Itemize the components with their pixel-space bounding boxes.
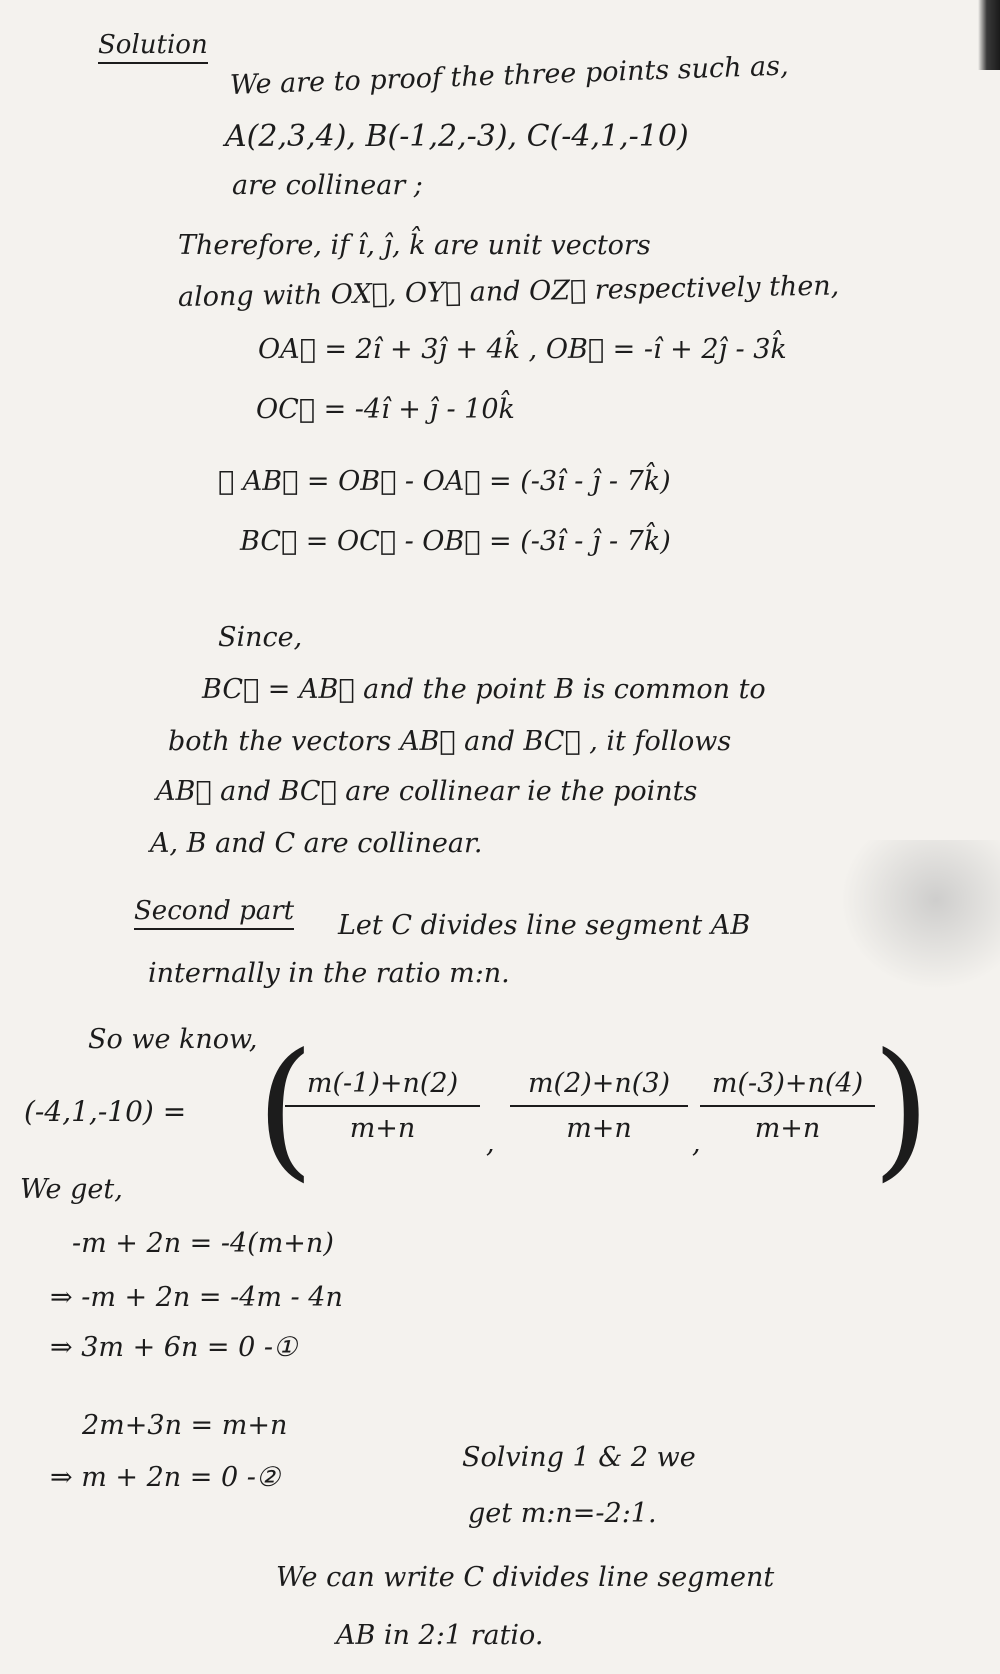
- comma-1: ,: [486, 1128, 495, 1159]
- fraction-y: [510, 1068, 688, 1144]
- intro-line-3: are collinear ;: [232, 170, 423, 201]
- close-paren: ): [872, 1022, 931, 1196]
- second-part-heading: [134, 898, 294, 924]
- solution-heading-text: Solution: [98, 30, 208, 64]
- solving-line-2: get m:n=-2:1.: [468, 1498, 657, 1529]
- fraction-x-denominator: m+n: [349, 1113, 416, 1144]
- fraction-x: [285, 1068, 480, 1144]
- ab-vector: ∴ AB⃗ = OB⃗ - OA⃗ = (-3î - ĵ - 7k̂): [218, 466, 671, 497]
- section-formula-lhs: (-4,1,-10) =: [24, 1095, 187, 1128]
- dark-page-edge: [978, 0, 1000, 70]
- comma-2: ,: [692, 1128, 701, 1159]
- intro-line-1: We are to proof the three points such as,: [229, 50, 790, 101]
- since-line-1: BC⃗ = AB⃗ and the point B is common to: [202, 674, 766, 705]
- fraction-z-numerator: m(-3)+n(4): [700, 1068, 875, 1107]
- second-part-heading-text: Second part: [134, 896, 294, 930]
- unit-vector-line-1: Therefore, if î, ĵ, k̂ are unit vectors: [178, 230, 651, 261]
- equation-step-3: 2m+3n = m+n: [82, 1410, 288, 1441]
- we-get-label: We get,: [20, 1174, 123, 1205]
- so-we-know: So we know,: [88, 1024, 258, 1055]
- oc-vector: OC⃗ = -4î + ĵ - 10k̂: [256, 394, 515, 425]
- bc-vector: BC⃗ = OC⃗ - OB⃗ = (-3î - ĵ - 7k̂): [240, 526, 671, 557]
- equation-step-1: -m + 2n = -4(m+n): [72, 1228, 334, 1259]
- since-line-2: both the vectors AB⃗ and BC⃗ , it follows: [168, 726, 732, 757]
- equation-step-2: ⇒ -m + 2n = -4m - 4n: [50, 1282, 343, 1313]
- unit-vector-line-2: along with OX⃗, OY⃗ and OZ⃗ respectively then,: [177, 270, 840, 313]
- points-line: A(2,3,4), B(-1,2,-3), C(-4,1,-10): [225, 119, 689, 154]
- solution-heading: [98, 32, 208, 58]
- oa-ob-vectors: OA⃗ = 2î + 3ĵ + 4k̂ , OB⃗ = -î + 2ĵ - 3k̂: [258, 334, 787, 365]
- fraction-z-denominator: m+n: [754, 1113, 821, 1144]
- conclusion-line-1: We can write C divides line segment: [276, 1562, 775, 1593]
- second-part-line-1: Let C divides line segment AB: [338, 910, 751, 941]
- fraction-z: [700, 1068, 875, 1144]
- second-part-line-2: internally in the ratio m:n.: [148, 958, 510, 989]
- solving-line-1: Solving 1 & 2 we: [462, 1442, 696, 1473]
- since-label: Since,: [218, 622, 303, 653]
- conclusion-line-2: AB in 2:1 ratio.: [336, 1620, 544, 1651]
- fraction-y-numerator: m(2)+n(3): [510, 1068, 688, 1107]
- fraction-x-numerator: m(-1)+n(2): [285, 1068, 480, 1107]
- since-line-4: A, B and C are collinear.: [150, 828, 483, 859]
- equation-1: ⇒ 3m + 6n = 0 -①: [50, 1332, 298, 1363]
- paper-smudge: [840, 840, 1000, 990]
- open-paren: (: [256, 1022, 315, 1196]
- since-line-3: AB⃗ and BC⃗ are collinear ie the points: [156, 776, 698, 807]
- fraction-y-denominator: m+n: [566, 1113, 632, 1144]
- equation-2: ⇒ m + 2n = 0 -②: [50, 1462, 281, 1493]
